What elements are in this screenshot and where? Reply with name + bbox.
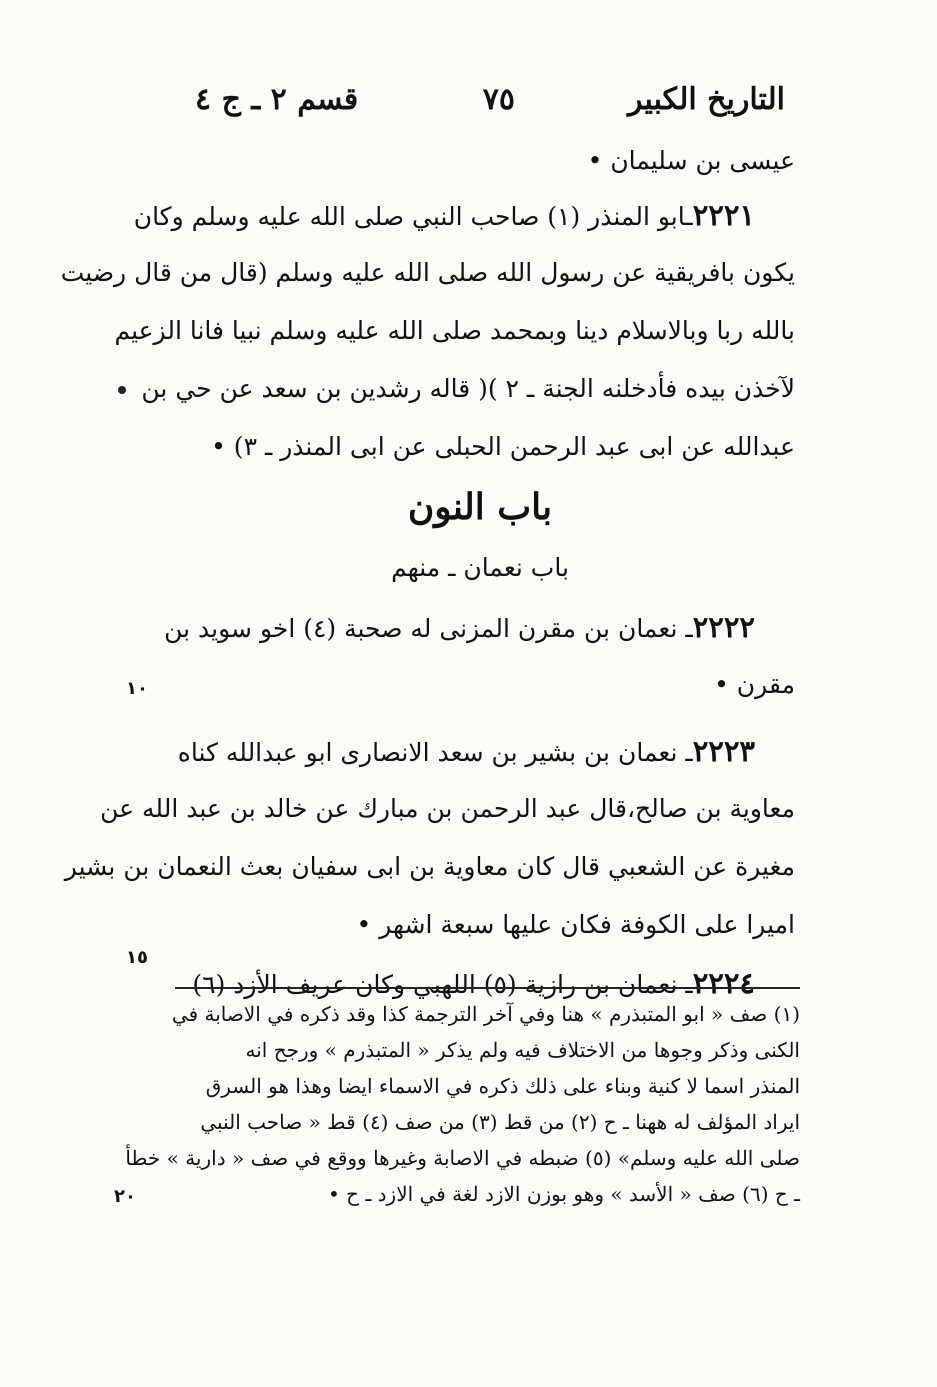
footnote-line: صلى الله عليه وسلم» (٥) ضبطه في الاصابة وغيرها ووقع في صف « دارية » خطأ — [125, 1146, 800, 1170]
text-line: معاوية بن صالح،قال عبد الرحمن بن مبارك عن خالد بن عبد الله عن — [100, 794, 795, 823]
entry-number: ٢٢٢٣ — [692, 734, 755, 768]
entry-number: ٢٢٢١ — [692, 198, 755, 232]
text-line: عيسى بن سليمان • — [587, 146, 795, 175]
footnote-line: ـ ح (٦) صف « الأسد » وهو بوزن الازد لغة في الازد ـ ح • — [328, 1182, 800, 1206]
footnote-divider — [175, 987, 800, 989]
line-number-20: ٢٠ — [114, 1186, 136, 1207]
volume-label: قسم ٢ ـ ج ٤ — [195, 82, 359, 117]
running-header — [195, 82, 785, 126]
entry-text: ـ نعمان بن مقرن المزنى له صحبة (٤) اخو سويد بن — [164, 614, 693, 643]
entry-text: ـابو المنذر (١) صاحب النبي صلى الله عليه وسلم وكان — [133, 202, 693, 231]
line-number-10: ١٠ — [126, 678, 148, 699]
section-heading: باب نعمان ـ منهم — [391, 553, 569, 582]
text-line: عبدالله عن ابى عبد الرحمن الحبلى عن ابى المنذر ـ ٣) • — [211, 432, 795, 461]
book-title: التاريخ الكبير — [627, 82, 785, 117]
footnote-line: (١) صف « ابو المتبذرم » هنا وفي آخر الترجمة كذا وقد ذكره في الاصابة في — [171, 1002, 800, 1026]
text-line: بالله ربا وبالاسلام دينا وبمحمد صلى الله عليه وسلم نبيا فانا الزعيم — [114, 316, 795, 345]
entry-2221 — [133, 186, 795, 244]
entry-number: ٢٢٢٤ — [692, 966, 755, 1000]
entry-number: ٢٢٢٢ — [692, 610, 755, 644]
footnote-line: الكنى وذكر وجوها من الاختلاف فيه ولم يذكر « المتبذرم » ورجح انه — [245, 1038, 800, 1062]
text-line: يكون بافريقية عن رسول الله صلى الله عليه وسلم (قال من قال رضيت — [60, 258, 795, 287]
line-number-15: ١٥ — [126, 947, 148, 968]
margin-dot — [118, 386, 126, 394]
chapter-heading: باب النون — [407, 486, 553, 528]
text-line: مغيرة عن الشعبي قال كان معاوية بن ابى سفيان بعث النعمان بن بشير — [64, 852, 795, 881]
entry-text: ـ نعمان بن بشير بن سعد الانصارى ابو عبدالله كناه — [177, 738, 693, 767]
entry-text: ـ نعمان بن رازية (٥) اللهبي وكان عريف الأزد (٦) — [192, 970, 693, 999]
page-number: ٧٥ — [482, 82, 515, 117]
entry-2223 — [165, 722, 795, 780]
footnote-line: ايراد المؤلف له ههنا ـ ح (٢) من قط (٣) من صف (٤) قط « صاحب النبي — [200, 1110, 800, 1134]
footnote-line: المنذر اسما لا كنية وبناء على ذلك ذكره في الاسماء ايضا وهذا هو السرق — [205, 1074, 800, 1098]
text-line: لآخذن بيده فأدخلنه الجنة ـ ٢ )( قاله رشدين بن سعد عن حي بن — [141, 374, 795, 403]
entry-2222 — [165, 598, 795, 656]
text-line: اميرا على الكوفة فكان عليها سبعة اشهر • — [356, 910, 795, 939]
text-line: مقرن • — [714, 670, 795, 699]
